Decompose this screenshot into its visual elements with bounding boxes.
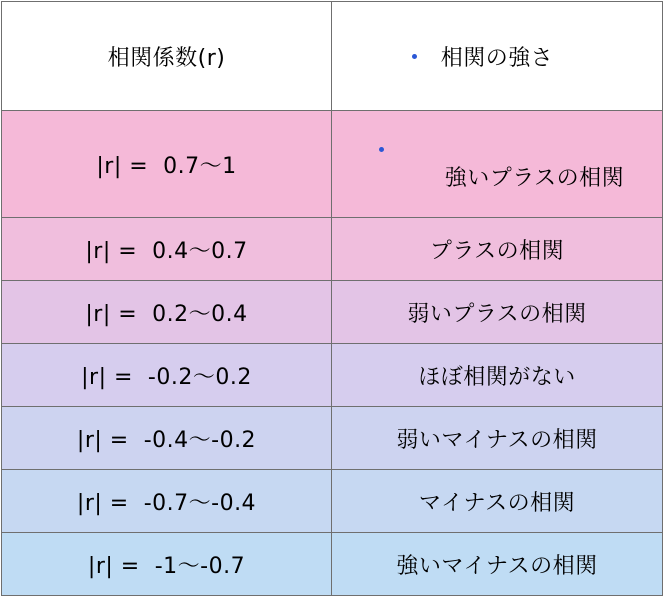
cell-strength: プラスの相関 [332,218,663,281]
table-row [2,533,663,596]
header-label-strength: 相関の強さ [440,45,554,71]
table-row [2,218,663,281]
header-cell-strength [332,2,663,111]
table-row [2,407,663,470]
blue-dot-icon [412,54,417,59]
table-row [2,111,663,218]
cell-coefficient: |r| = -1〜-0.7 [2,533,332,596]
blue-dot-icon [379,147,384,152]
cell-coefficient: |r| = 0.4〜0.7 [2,218,332,281]
table-body [2,2,663,596]
cell-strength: マイナスの相関 [332,470,663,533]
cell-strength: 弱いプラスの相関 [332,281,663,344]
cell-strength: 弱いマイナスの相関 [332,407,663,470]
cell-strength: 強いマイナスの相関 [332,533,663,596]
cell-coefficient: |r| = 0.2〜0.4 [2,281,332,344]
cell-strength [332,111,663,218]
header-cell-coefficient [2,2,332,111]
table-header-row [2,2,663,111]
cell-strength-label: 強いプラスの相関 [444,166,625,191]
cell-coefficient: |r| = -0.2〜0.2 [2,344,332,407]
cell-coefficient: |r| = -0.4〜-0.2 [2,407,332,470]
correlation-table-container [1,1,662,579]
table-row [2,281,663,344]
cell-coefficient: |r| = 0.7〜1 [2,111,332,218]
table-row [2,344,663,407]
table-row [2,470,663,533]
cell-coefficient: |r| = -0.7〜-0.4 [2,470,332,533]
correlation-table [1,1,663,596]
header-label-coefficient: 相関係数(r) [107,45,226,71]
cell-strength: ほぼ相関がない [332,344,663,407]
